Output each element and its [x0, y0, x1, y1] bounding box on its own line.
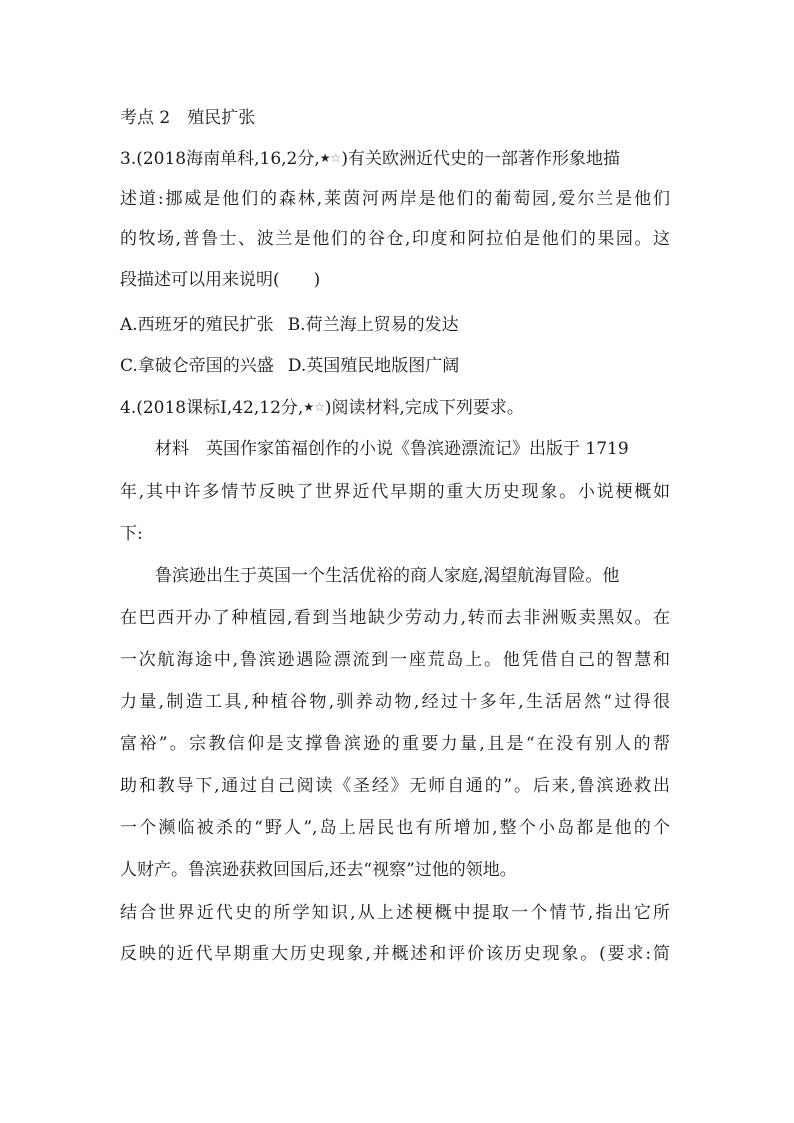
q3-stem-line: 的牧场,普鲁士、波兰是他们的谷仓,印度和阿拉伯是他们的果园。这 — [120, 229, 670, 249]
summary-line: 一次航海途中,鲁滨逊遇险漂流到一座荒岛上。他凭借自己的智慧和 — [120, 650, 670, 670]
star-icon: ☆ — [330, 151, 339, 165]
star-icon: ☆ — [314, 400, 322, 414]
summary-line: 在巴西开办了种植园,看到当地缺少劳动力,转而去非洲贩卖黑奴。在 — [120, 608, 670, 628]
summary-line: 助和教导下,通过自己阅读《圣经》无师自通的”。后来,鲁滨逊救出 — [120, 776, 670, 796]
material-line: 材料 英国作家笛福创作的小说《鲁滨逊漂流记》出版于 1719 — [155, 439, 629, 459]
star-icon: ★ — [303, 400, 312, 414]
q3-stem-line: 述道:挪威是他们的森林,莱茵河两岸是他们的葡萄园,爱尔兰是他们 — [120, 189, 670, 209]
summary-line: 一个濒临被杀的“野人”,岛上居民也有所增加,整个小岛都是他的个 — [120, 818, 670, 838]
q3-options-row — [120, 313, 459, 337]
q4-first-line — [120, 395, 524, 420]
q3-stem-line: 段描述可以用来说明( ) — [120, 270, 321, 290]
task-line: 结合世界近代史的所学知识,从上述梗概中提取一个情节,指出它所 — [120, 903, 670, 923]
q3-stem-start: )有关欧洲近代史的一部著作形象地描 — [341, 149, 620, 169]
material-line: 年,其中许多情节反映了世界近代早期的重大历史现象。小说梗概如 — [120, 482, 670, 502]
option-a[interactable]: A.西班牙的殖民扩张 — [120, 315, 274, 335]
summary-line: 力量,制造工具,种植谷物,驯养动物,经过十多年,生活居然“过得很 — [120, 692, 670, 712]
summary-line: 人财产。鲁滨逊获救回国后,还去“视察”过他的领地。 — [120, 860, 517, 880]
q4-instruction: )阅读材料,完成下列要求。 — [324, 398, 524, 418]
q3-source: 3.(2018海南单科,16,2分, — [120, 149, 320, 169]
material-line: 下: — [120, 524, 143, 544]
task-line: 反映的近代早期重大历史现象,并概述和评价该历史现象。(要求:简 — [120, 944, 670, 964]
star-icon: ★ — [319, 151, 328, 165]
option-b[interactable]: B.荷兰海上贸易的发达 — [287, 315, 459, 335]
section-title: 考点 2 殖民扩张 — [120, 108, 256, 128]
q4-source: 4.(2018课标Ⅰ,42,12分, — [120, 398, 304, 418]
q3-options-row — [120, 354, 459, 378]
option-d[interactable]: D.英国殖民地版图广阔 — [287, 356, 460, 376]
summary-line: 富裕”。宗教信仰是支撑鲁滨逊的重要力量,且是“在没有别人的帮 — [120, 734, 670, 754]
q3-first-line — [120, 146, 620, 171]
option-c[interactable]: C.拿破仑帝国的兴盛 — [120, 356, 274, 376]
summary-line: 鲁滨逊出生于英国一个生活优裕的商人家庭,渴望航海冒险。他 — [155, 566, 620, 586]
